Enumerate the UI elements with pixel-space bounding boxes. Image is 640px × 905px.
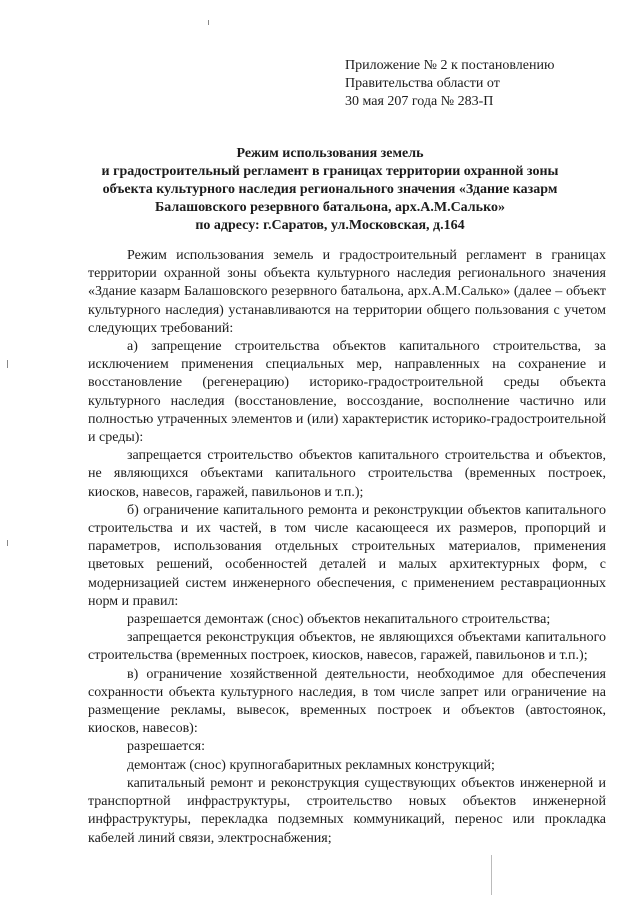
paragraph-b-permission: разрешается демонтаж (снос) объектов некапитального строительства;	[127, 612, 551, 628]
paragraph-v-dismantling: демонтаж (снос) крупногабаритных рекламных конструкций;	[127, 757, 495, 773]
header-line-3: 30 мая 207 года № 283-П	[345, 94, 494, 109]
paragraph-b-prohibition: запрещается реконструкция объектов, не являющихся объектами капитального строительства (временных построек, киосков, навесов, гаражей, павильонов и т.п.);	[88, 630, 606, 664]
scan-fold-mark	[491, 855, 492, 895]
paragraph-v: в) ограничение хозяйственной деятельности, необходимое для обеспечения сохранности объекта культурного наследия, в том числе запрет или ограничение на размещение рекламы, вывесок, временных построек и объектов (автостоянок, киосков, навесов):	[88, 666, 606, 737]
paragraph-v-permitted-heading: разрешается:	[127, 739, 205, 755]
title-line-2: и градостроительный регламент в границах территории охранной зоны	[101, 164, 559, 179]
paragraph-v-infrastructure: капитальный ремонт и реконструкция существующих объектов инженерной и транспортной инфраструктуры, строительство новых объектов инженерной инфраструктуры, перекладка подземных коммуникаций, перенос или прокладка кабелей линий связи, электроснабжения;	[88, 775, 606, 846]
paragraph-intro: Режим использования земель и градостроительный регламент в границах территории охранной зоны объекта культурного наследия регионального значения «Здание казарм Балашовского резервного батальона, арх.А.М.Салько» (далее – объект культурного наследия) устанавливаются на территории общего пользования с учетом следующих требований:	[88, 248, 606, 336]
title-line-3: объекта культурного наследия регионального значения «Здание казарм	[102, 182, 558, 197]
scan-margin-mark	[208, 20, 209, 25]
document-title	[60, 145, 600, 235]
paragraph-a-prohibition: запрещается строительство объектов капитального строительства и объектов, не являющихся объектами капитального строительства (временных построек, киосков, навесов, гаражей, павильонов и т.п.);	[88, 448, 606, 500]
title-line-5: по адресу: г.Саратов, ул.Московская, д.164	[195, 218, 465, 233]
title-line-4: Балашовского резервного батальона, арх.А.М.Салько»	[155, 200, 505, 215]
scan-margin-mark	[7, 360, 8, 368]
document-body	[88, 247, 606, 848]
title-line-1: Режим использования земель	[236, 146, 424, 161]
paragraph-b: б) ограничение капитального ремонта и реконструкции объектов капитального строительства и их частей, в том числе касающееся их размеров, пропорций и параметров, использования отдельных строительных материалов, применения цветовых решений, особенностей деталей и малых архитектурных форм, с модернизацией систем инженерного обеспечения, с применением реставрационных норм и правил:	[88, 502, 606, 609]
scan-margin-mark	[7, 540, 8, 546]
header-line-1: Приложение № 2 к постановлению	[345, 58, 555, 73]
header-line-2: Правительства области от	[345, 76, 500, 91]
paragraph-a: а) запрещение строительства объектов капитального строительства, за исключением применения специальных мер, направленных на сохранение и восстановление (регенерацию) историко-градостроительной среды объекта культурного наследия (восстановление, воссоздание, восполнение частично или полностью утраченных элементов и (или) характеристик историко-градостроительной и среды):	[88, 339, 606, 446]
appendix-header	[345, 57, 595, 111]
